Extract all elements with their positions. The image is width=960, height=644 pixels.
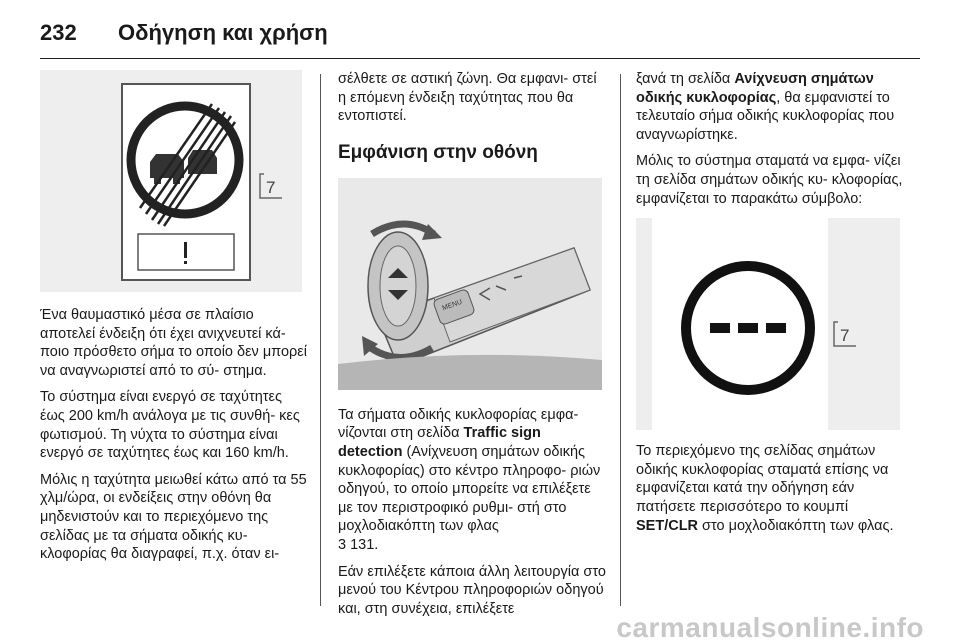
paragraph xyxy=(636,70,904,144)
column-3 xyxy=(636,70,904,543)
figure-no-sign-symbol xyxy=(636,218,900,430)
text-run: Το περιεχόμενο της σελίδας σημάτων οδικής κυκλοφορίας σταματά επίσης να εμφανίζεται κατά την οδήγηση εάν πατήσετε περισσότερο το κουμπί xyxy=(636,443,889,515)
text-run: , θα εμφανιστεί το τελευταίο σήμα οδικής κυκλοφορίας που αναγνωρίστηκε. xyxy=(636,89,895,143)
paragraph xyxy=(636,442,904,535)
sign-badge-number: 7 xyxy=(840,326,850,346)
column-1 xyxy=(40,70,308,572)
paragraph: Μόλις το σύστημα σταματά να εμφα- νίζει τη σελίδα σημάτων οδικής κυ- κλοφορίας, εμφανίζεται το παρακάτω σύμβολο: xyxy=(636,153,903,207)
column-2 xyxy=(338,70,606,626)
page-header xyxy=(40,14,920,58)
figure-turn-signal-stalk xyxy=(338,178,602,390)
text-run: ξανά τη σελίδα xyxy=(636,71,735,87)
text-run: στο μοχλοδιακόπτη των φλας. xyxy=(698,517,894,534)
page-title-ref: Ανίχνευση σημάτων οδικής κυκλοφορίας xyxy=(636,71,874,106)
paragraph: σέλθετε σε αστική ζώνη. Θα εμφανι- στεί η επόμενη ένδειξη ταχύτητας που θα εντοπιστεί. xyxy=(338,71,597,125)
chapter-title: Οδήγηση και χρήση xyxy=(118,20,328,45)
no-sign-symbol-icon xyxy=(636,218,900,430)
column-divider xyxy=(620,74,621,606)
button-label: SET/CLR xyxy=(636,517,699,534)
paragraph: Μόλις η ταχύτητα μειωθεί κάτω από τα 55 χλμ/ώρα, οι ενδείξεις στην οθόνη θα μηδενιστούν και το περιεχόμενο της σελίδας με τα σήματα οδικής κυ- κλοφορίας θα διαγραφεί, π.χ. όταν ει- xyxy=(40,471,307,563)
paragraph: Εάν επιλέξετε κάποια άλλη λειτουργία στο μενού του Κέντρου πληροφοριών οδηγού και, στη συνέχεια, επιλέξετε xyxy=(338,563,606,617)
paragraph: Το σύστημα είναι ενεργό σε ταχύτητες έως 200 km/h ανάλογα με τις συνθή- κες φωτισμού. Τη νύχτα το σύστημα είναι ενεργό σε ταχύτητες έως και 160 km/h. xyxy=(40,389,300,462)
text-run: (Ανίχνευση σημάτων οδικής κυκλοφορίας) στο κέντρο πληροφο- ριών οδηγού, το οποίο μπορείτε να επιλέξετε με τον περιστροφικό ρυθμι- στή στο μοχλοδιακόπτη των φλας xyxy=(338,443,601,535)
page-reference: 3 131. xyxy=(338,536,379,553)
column-divider xyxy=(320,74,321,606)
figure-overtaking-end-sign xyxy=(40,70,302,292)
page-number: 232 xyxy=(40,20,77,45)
watermark: carmanualsonline.info xyxy=(616,612,924,643)
paragraph: Ένα θαυμαστικό μέσα σε πλαίσιο αποτελεί ένδειξη ότι έχει ανιχνευτεί κά- ποιο πρόσθετο σήμα το οποίο δεν μπορεί να αναγνωριστεί από το σύ- στημα. xyxy=(40,307,307,379)
paragraph xyxy=(338,406,606,555)
menu-label: Traffic sign detection xyxy=(338,425,541,460)
section-heading: Εμφάνιση στην οθόνη xyxy=(338,141,538,163)
text-run: Τα σήματα οδικής κυκλοφορίας εμφα- νίζονται στη σελίδα xyxy=(338,406,579,442)
stalk-menu-label: MENU xyxy=(441,298,464,313)
sign-badge-number: 7 xyxy=(266,178,276,197)
header-rule xyxy=(40,58,920,59)
turn-signal-stalk-icon xyxy=(338,178,602,390)
overtaking-end-sign-icon xyxy=(40,70,302,292)
